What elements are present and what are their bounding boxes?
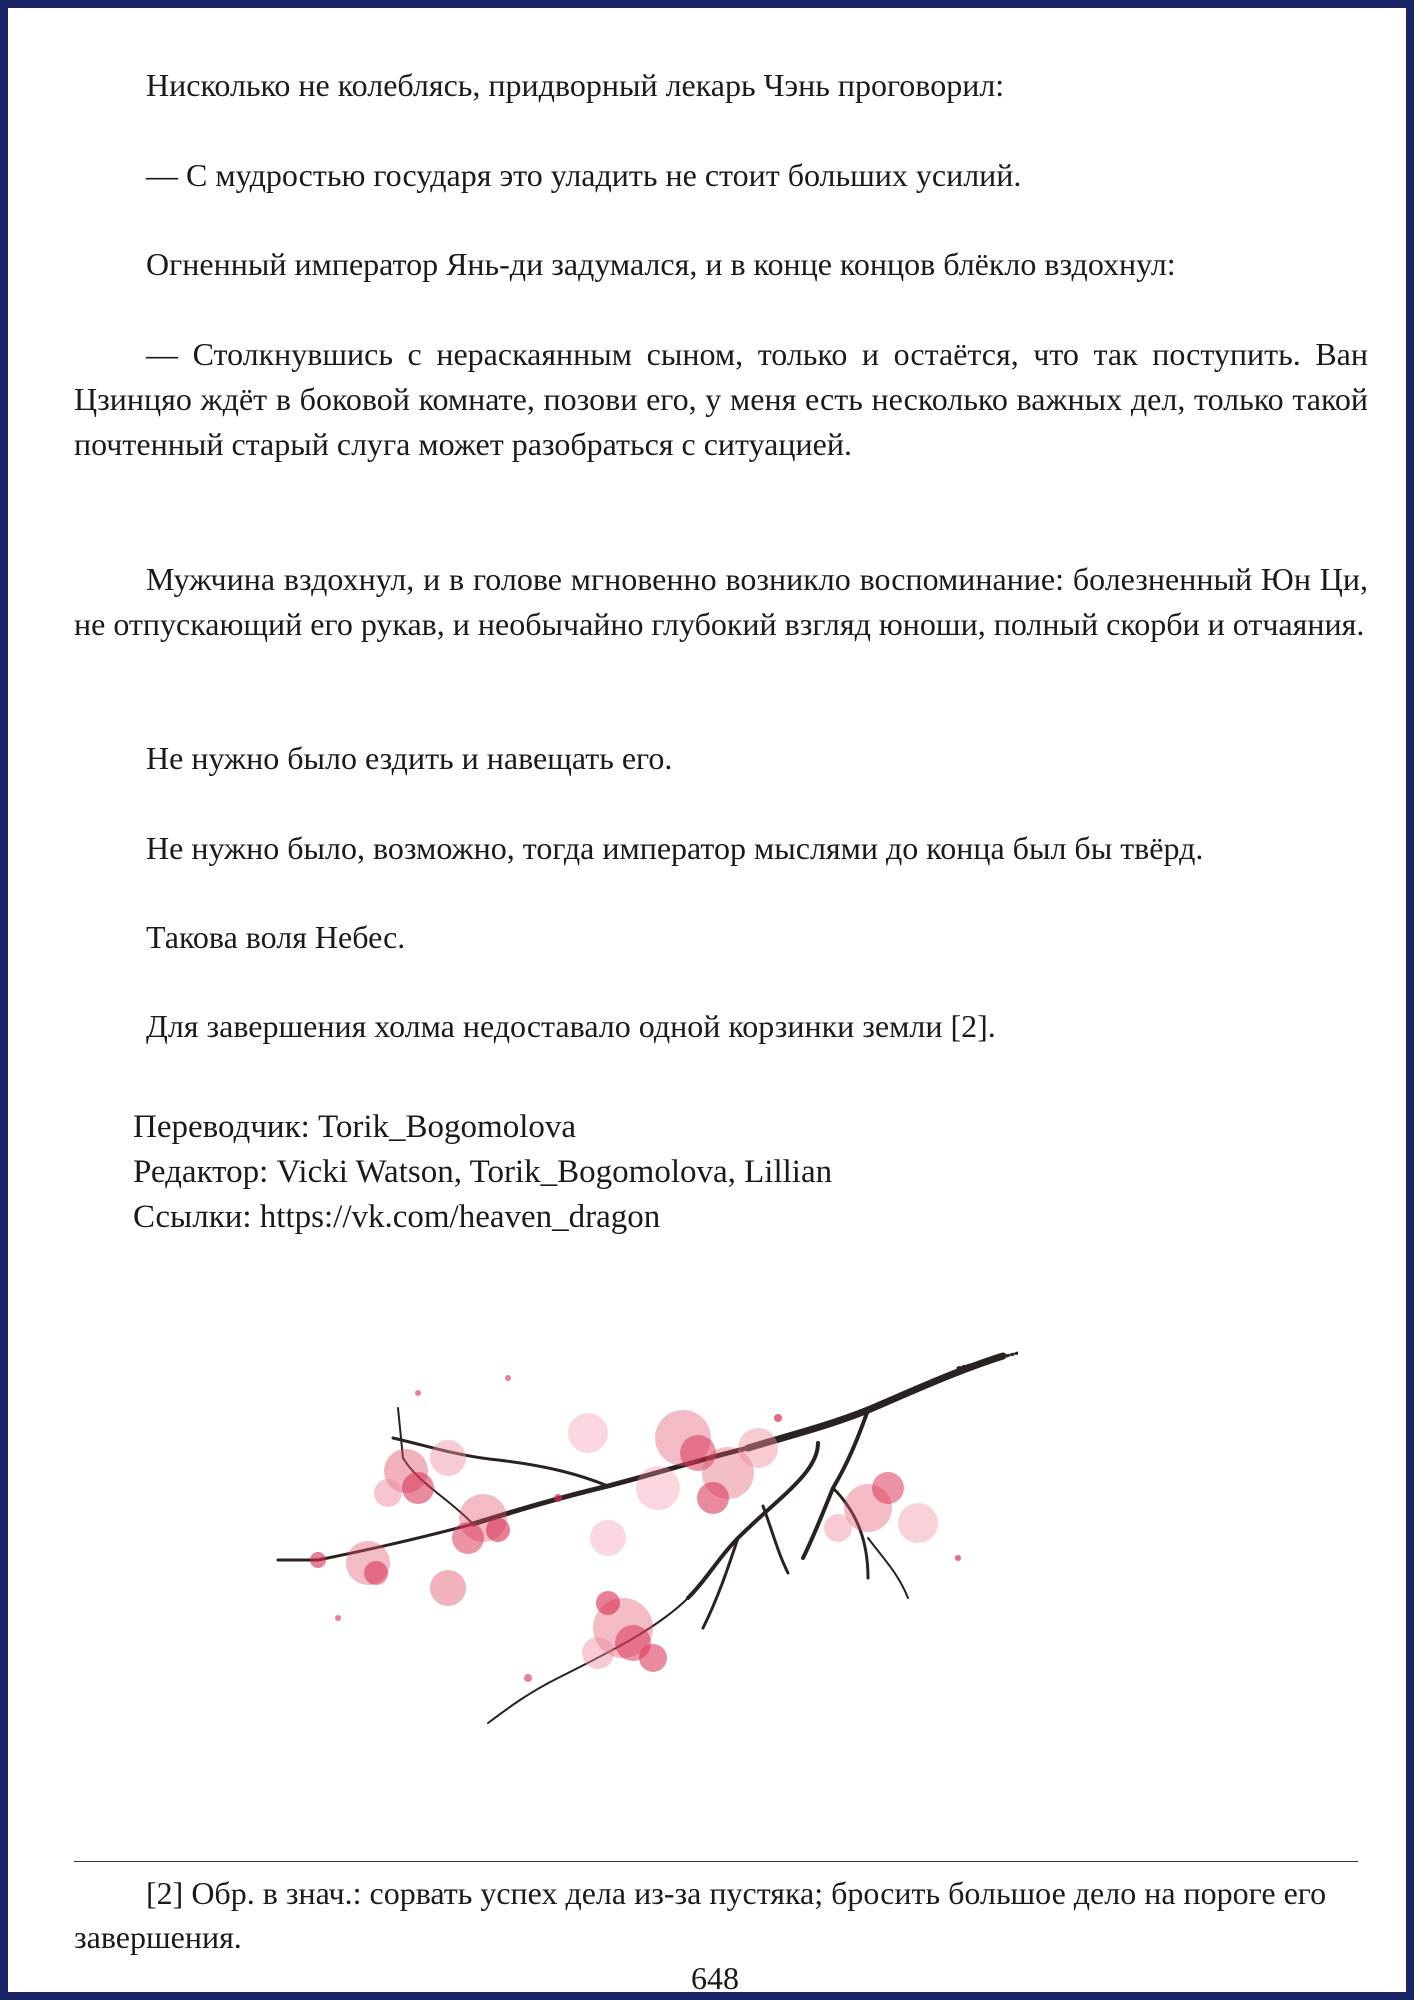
cherry-blossom-illustration bbox=[258, 1298, 1018, 1768]
paragraph-6: Не нужно было ездить и навещать его. bbox=[146, 740, 673, 776]
translator-credit: Переводчик: Torik_Bogomolova bbox=[133, 1109, 577, 1145]
credits-block bbox=[133, 1105, 832, 1240]
paragraph-4: — Столкнувшись с нераскаянным сыном, только и остаётся, что так поступить. Ван Цзинцяо ждёт в боковой комнате, позови его, у меня есть несколько важных дел, только такой почтенный старый слуга может разобраться с ситуацией. bbox=[74, 336, 1368, 462]
footnote: [2] Обр. в знач.: сорвать успех дела из-за пустяка; бросить большое дело на пороге его завершения. bbox=[74, 1875, 1327, 1955]
editor-credit: Редактор: Vicki Watson, Torik_Bogomolova, Lillian bbox=[133, 1154, 833, 1190]
links-credit: Ссылки: https://vk.com/heaven_dragon bbox=[133, 1199, 661, 1235]
paragraph-3: Огненный император Янь-ди задумался, и в конце концов блёкло вздохнул: bbox=[146, 246, 1176, 282]
page-number: 648 bbox=[691, 1960, 739, 1996]
paragraph-9: Для завершения холма недоставало одной корзинки земли [2]. bbox=[146, 1008, 996, 1044]
paragraph-2: — С мудростью государя это уладить не стоит больших усилий. bbox=[146, 157, 1022, 193]
paragraph-8: Такова воля Небес. bbox=[146, 919, 406, 955]
paragraph-1: Нисколько не колеблясь, придворный лекарь Чэнь проговорил: bbox=[146, 67, 1005, 103]
footnote-divider bbox=[74, 1861, 1358, 1862]
paragraph-5: Мужчина вздохнул, и в голове мгновенно возникло воспоминание: болезненный Юн Ци, не отпускающий его рукав, и необычайно глубокий взгляд юноши, полный скорби и отчаяния. bbox=[74, 561, 1368, 642]
paragraph-7: Не нужно было, возможно, тогда император мыслями до конца был бы твёрд. bbox=[146, 830, 1204, 866]
